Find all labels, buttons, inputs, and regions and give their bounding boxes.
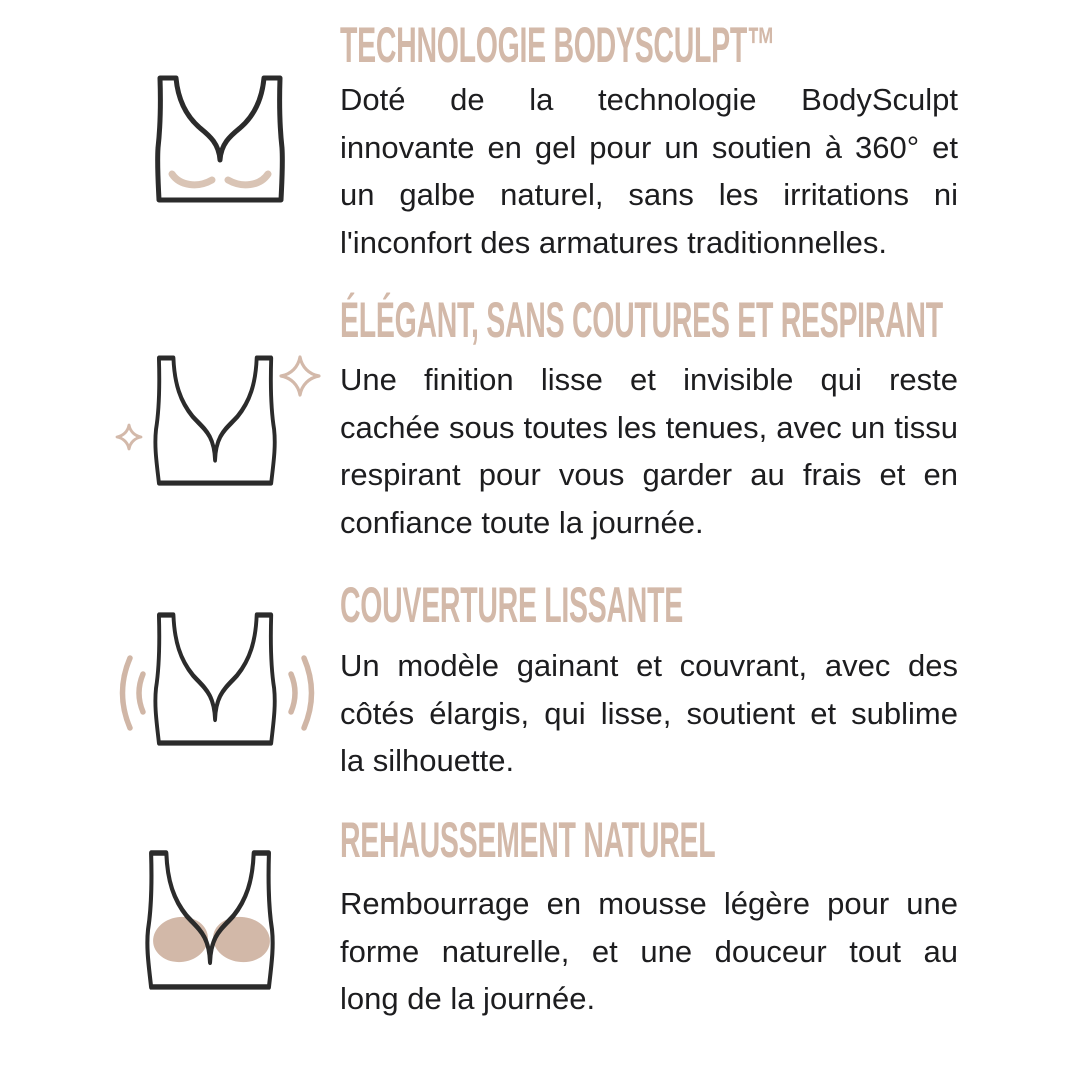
wave-arc-right-inner [291, 674, 295, 712]
text-line: Une finition lisse et invisible qui reste [340, 362, 958, 397]
bra-sparkle-icon [112, 350, 322, 500]
text-line: forme naturelle, et une douceur tout au [340, 933, 958, 969]
section-heading-bodysculpt: TECHNOLOGIE BODYSCULPT™ [340, 17, 776, 73]
bra-waves-icon [112, 610, 322, 750]
sparkle-icon-small [117, 425, 141, 449]
text-line: l'inconfort des armatures traditionnelles. [340, 224, 887, 260]
bra-padding-icon [145, 848, 285, 992]
bra-outline [155, 358, 274, 483]
text-line: innovante en gel pour un soutien à 360° et [340, 129, 958, 165]
cup-pad-left [150, 913, 211, 965]
sparkle-icon-large [281, 357, 319, 395]
text-line: long de la journée. [340, 981, 596, 1016]
section-text-bodysculpt [340, 76, 958, 266]
section-text-lift [340, 880, 958, 1023]
wave-arc-left-outer [123, 658, 131, 728]
bra-outline [155, 615, 274, 743]
section-heading-coverage: COUVERTURE LISSANTE [340, 577, 683, 633]
text-line: Doté de la technologie BodySculpt [340, 82, 958, 117]
section-heading-lift: REHAUSSEMENT NATUREL [340, 812, 716, 868]
text-line: la silhouette. [340, 743, 515, 778]
text-line: côtés élargis, qui lisse, soutient et sublime [340, 695, 958, 731]
text-line: Un modèle gainant et couvrant, avec des [340, 648, 958, 683]
section-text-coverage [340, 642, 958, 785]
bra-gel-icon [150, 74, 290, 206]
text-line: Rembourrage en mousse légère pour une [340, 886, 958, 921]
wave-arc-right-outer [304, 658, 312, 728]
text-line: cachée sous toutes les tenues, avec un tissu [340, 409, 958, 445]
text-line: un galbe naturel, sans les irritations ni [340, 177, 958, 212]
text-line: respirant pour vous garder au frais et en [340, 457, 958, 492]
gel-line-left [172, 174, 212, 185]
gel-line-right [228, 174, 268, 185]
cup-pad-right [210, 913, 273, 965]
text-line: confiance toute la journée. [340, 504, 704, 540]
wave-arc-left-inner [139, 674, 143, 712]
section-text-seamless [340, 356, 958, 546]
section-heading-seamless: ÉLÉGANT, SANS COUTURES ET RESPIRANT [340, 292, 943, 348]
